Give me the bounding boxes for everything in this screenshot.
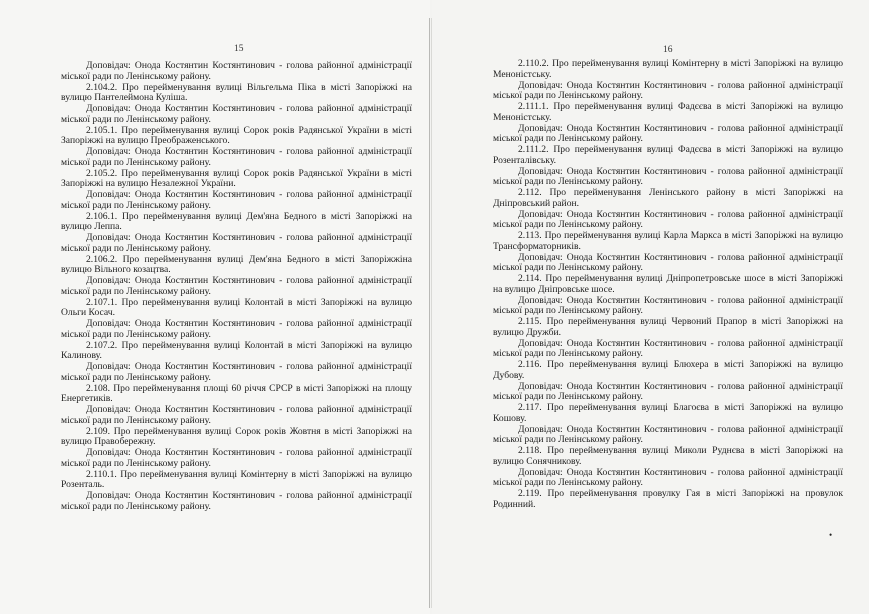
paragraph: 2.117. Про перейменування вулиці Благоєва в місті Запоріжжі на вулицю Кошову. xyxy=(493,402,843,424)
paragraph: 2.115. Про перейменування вулиці Червоний Прапор в місті Запоріжжі на вулицю Дружби. xyxy=(493,316,843,338)
paragraph: 2.110.1. Про перейменування вулиці Комінтерну в місті Запоріжжі на вулицю Розенталь. xyxy=(61,468,412,491)
paragraph: Доповідач: Онода Костянтин Костянтинович - голова районної адміністрації міської ради по Ленінському району. xyxy=(493,466,843,489)
paragraph: Доповідач: Онода Костянтин Костянтинович - голова районної адміністрації міської ради по Ленінському району. xyxy=(61,361,412,383)
page-body xyxy=(493,59,843,511)
paragraph: 2.113. Про перейменування вулиці Карла Маркса в місті Запоріжжі на вулицю Трансформаторників. xyxy=(493,230,843,252)
paragraph: 2.119. Про перейменування провулку Гая в місті Запоріжжі на провулок Родинний. xyxy=(493,488,843,510)
paragraph: 2.108. Про перейменування площі 60 річчя СРСР в місті Запоріжжі на площу Енергетиків. xyxy=(61,382,412,405)
paragraph: Доповідач: Онода Костянтин Костянтинович - голова районної адміністрації міської ради по Ленінському району. xyxy=(493,79,843,102)
paragraph: Доповідач: Онода Костянтин Костянтинович - голова районної адміністрації міської ради по Ленінському району. xyxy=(493,294,843,317)
paragraph: 2.105.1. Про перейменування вулиці Сорок років Радянської України в місті Запоріжжі на вулицю Преображенського. xyxy=(61,124,412,147)
paragraph: 2.104.2. Про перейменування вулиці Вільгельма Піка в місті Запоріжжі на вулицю Пантелеймона Куліша. xyxy=(61,81,412,104)
paragraph: 2.109. Про перейменування вулиці Сорок років Жовтня в місті Запоріжжі на вулицю Правобережну. xyxy=(61,425,412,448)
paragraph: Доповідач: Онода Костянтин Костянтинович - голова районної адміністрації міської ради по Ленінському району. xyxy=(61,232,412,254)
paragraph: Доповідач: Онода Костянтин Костянтинович - голова районної адміністрації міської ради по Ленінському району. xyxy=(493,165,843,188)
paragraph: Доповідач: Онода Костянтин Костянтинович - голова районної адміністрації міської ради по Ленінському району. xyxy=(61,60,412,82)
paragraph: Доповідач: Онода Костянтин Костянтинович - голова районної адміністрації міської ради по Ленінському району. xyxy=(493,380,843,403)
page-16 xyxy=(432,0,869,614)
paragraph: 2.116. Про перейменування вулиці Блюхера в місті Запоріжжі на вулицю Дубову. xyxy=(493,359,843,381)
paragraph: 2.112. Про перейменування Ленінського району в місті Запоріжжі на Дніпровський район. xyxy=(493,187,843,209)
paragraph: Доповідач: Онода Костянтин Костянтинович - голова районної адміністрації міської ради по Ленінському району. xyxy=(493,122,843,145)
page-body xyxy=(61,61,412,513)
paragraph: 2.106.1. Про перейменування вулиці Дем'яна Бедного в місті Запоріжжі на вулицю Леппа. xyxy=(61,210,412,233)
paragraph: Доповідач: Онода Костянтин Костянтинович - голова районної адміністрації міської ради по Ленінському району. xyxy=(61,275,412,297)
paragraph: 2.111.2. Про перейменування вулиці Фадєєва в місті Запоріжжі на вулицю Розенталівську. xyxy=(493,144,843,166)
paragraph: Доповідач: Онода Костянтин Костянтинович - голова районної адміністрації міської ради по Ленінському району. xyxy=(61,318,412,340)
paragraph: 2.118. Про перейменування вулиці Миколи Руднєва в місті Запоріжжі на вулицю Сонячникову. xyxy=(493,445,843,467)
paragraph: Доповідач: Онода Костянтин Костянтинович - голова районної адміністрації міської ради по Ленінському району. xyxy=(61,490,412,512)
paragraph: Доповідач: Онода Костянтин Костянтинович - голова районної адміністрації міської ради по Ленінському району. xyxy=(493,251,843,274)
stray-mark-icon: • xyxy=(829,530,833,540)
paragraph: Доповідач: Онода Костянтин Костянтинович - голова районної адміністрації міської ради по Ленінському району. xyxy=(61,404,412,426)
paragraph: 2.111.1. Про перейменування вулиці Фадєєва в місті Запоріжжі на вулицю Меноністську. xyxy=(493,101,843,123)
paragraph: 2.105.2. Про перейменування вулиці Сорок років Радянської України в місті Запоріжжі на вулицю Незалежної України. xyxy=(61,167,412,190)
paragraph: Доповідач: Онода Костянтин Костянтинович - голова районної адміністрації міської ради по Ленінському району. xyxy=(61,103,412,125)
paragraph: Доповідач: Онода Костянтин Костянтинович - голова районної адміністрації міської ради по Ленінському району. xyxy=(493,337,843,360)
gutter-line xyxy=(429,18,430,608)
paragraph: Доповідач: Онода Костянтин Костянтинович - голова районної адміністрації міської ради по Ленінському району. xyxy=(61,447,412,469)
page-number: 15 xyxy=(234,44,244,54)
paragraph: 2.107.1. Про перейменування вулиці Колонтай в місті Запоріжжі на вулицю Ольги Косач. xyxy=(61,296,412,319)
page-15 xyxy=(0,0,430,614)
paragraph: 2.107.2. Про перейменування вулиці Колонтай в місті Запоріжжі на вулицю Калинову. xyxy=(61,339,412,362)
paragraph: 2.106.2. Про перейменування вулиці Дем'яна Бедного в місті Запоріжжіна вулицю Вільного козацтва. xyxy=(61,253,412,276)
paragraph: Доповідач: Онода Костянтин Костянтинович - голова районної адміністрації міської ради по Ленінському району. xyxy=(61,146,412,168)
page-number: 16 xyxy=(663,45,673,55)
paragraph: 2.110.2. Про перейменування вулиці Комінтерну в місті Запоріжжі на вулицю Меноністську. xyxy=(493,58,843,80)
paragraph: Доповідач: Онода Костянтин Костянтинович - голова районної адміністрації міської ради по Ленінському району. xyxy=(493,423,843,446)
paragraph: 2.114. Про перейменування вулиці Дніпропетровське шосе в місті Запоріжжі на вулицю Дніпровське шосе. xyxy=(493,273,843,295)
paragraph: Доповідач: Онода Костянтин Костянтинович - голова районної адміністрації міської ради по Ленінському району. xyxy=(493,208,843,231)
paragraph: Доповідач: Онода Костянтин Костянтинович - голова районної адміністрації міської ради по Ленінському району. xyxy=(61,189,412,211)
